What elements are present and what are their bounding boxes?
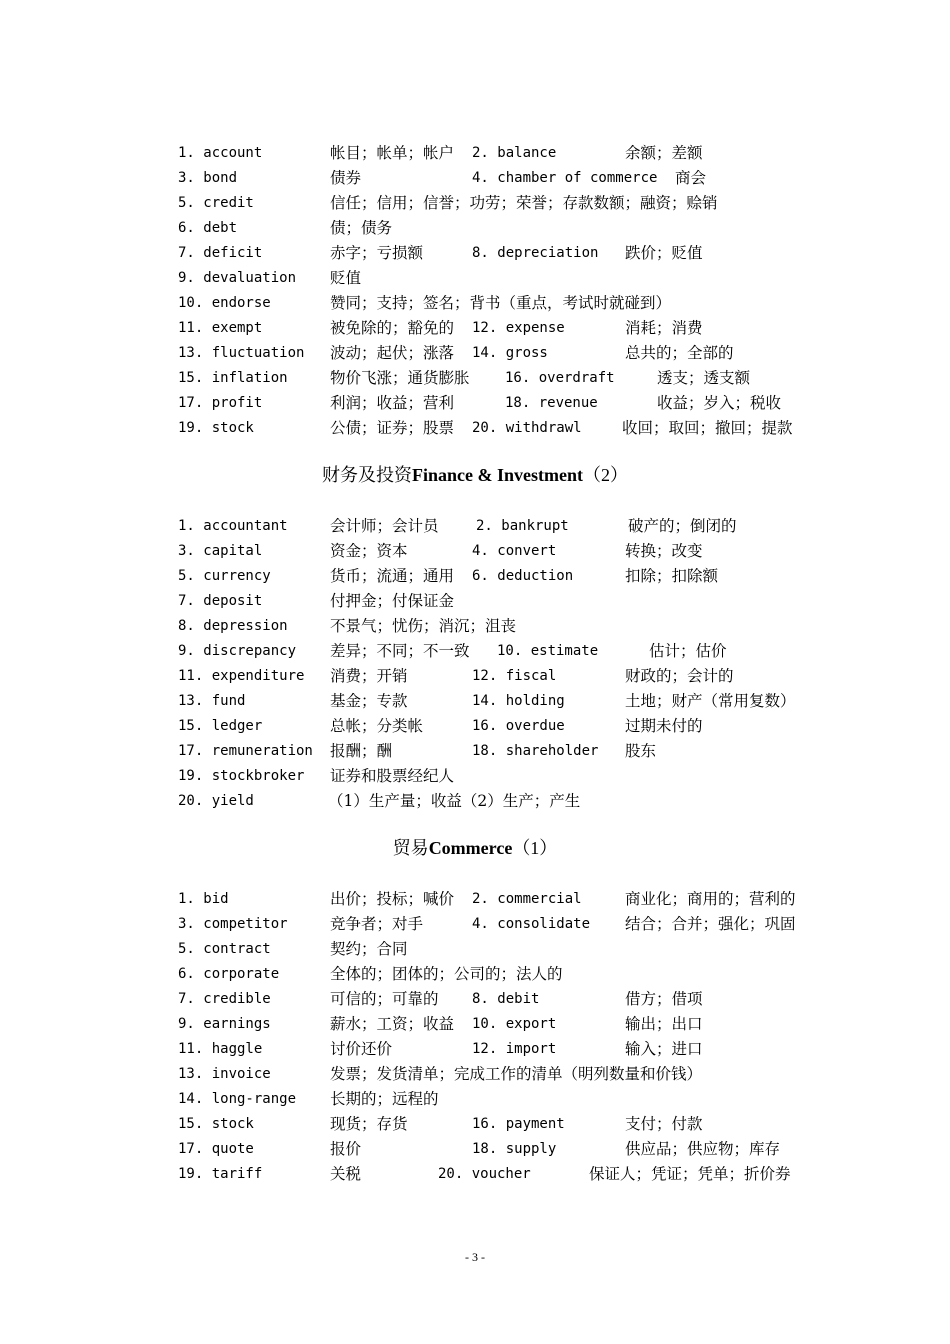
definition: 波动；起伏；涨落 <box>330 344 455 362</box>
page-number: - 3 - <box>465 1250 485 1264</box>
term: 9. earnings <box>178 1016 271 1032</box>
list-item <box>0 789 950 814</box>
term: 16. overdue <box>472 718 565 734</box>
list-item <box>0 391 950 416</box>
term: 3. competitor <box>178 916 288 932</box>
definition: 余额；差额 <box>625 144 703 162</box>
term: 5. contract <box>178 941 271 957</box>
heading-en: Finance & Investment <box>412 465 583 485</box>
vocab-list-finance-1 <box>0 141 950 441</box>
definition: 债券 <box>330 169 362 187</box>
list-item <box>0 166 950 191</box>
list-item <box>0 216 950 241</box>
term: 11. haggle <box>178 1041 263 1057</box>
term: 7. credible <box>178 991 271 1007</box>
list-item <box>0 316 950 341</box>
definition: 转换；改变 <box>625 542 703 560</box>
definition: 支付；付款 <box>625 1115 703 1133</box>
definition: 总帐；分类帐 <box>330 717 424 735</box>
list-item <box>0 291 950 316</box>
definition: 出价；投标；喊价 <box>330 890 455 908</box>
definition: 竞争者；对手 <box>330 915 424 933</box>
list-item <box>0 341 950 366</box>
definition: 消耗；消费 <box>625 319 703 337</box>
term: 4. chamber of commerce <box>472 170 658 186</box>
heading-number: （2） <box>582 465 628 485</box>
term: 13. fund <box>178 693 246 709</box>
list-item <box>0 564 950 589</box>
term: 10. estimate <box>497 643 599 659</box>
definition: 过期未付的 <box>625 717 703 735</box>
definition: 消费；开销 <box>330 667 408 685</box>
term: 5. currency <box>178 568 271 584</box>
definition: 商会 <box>675 169 707 187</box>
definition: 契约；合同 <box>330 940 408 958</box>
term: 6. corporate <box>178 966 280 982</box>
term: 1. account <box>178 145 263 161</box>
term: 15. stock <box>178 1116 254 1132</box>
definition: 被免除的；豁免的 <box>330 319 455 337</box>
definition: 现货；存货 <box>330 1115 408 1133</box>
definition: 输入；进口 <box>625 1040 703 1058</box>
list-item <box>0 1162 950 1187</box>
list-item <box>0 266 950 291</box>
term: 12. expense <box>472 320 565 336</box>
definition: 保证人；凭证；凭单；折价券 <box>589 1165 791 1183</box>
term: 5. credit <box>178 195 254 211</box>
list-item <box>0 639 950 664</box>
term: 20. withdrawl <box>472 420 582 436</box>
term: 15. ledger <box>178 718 263 734</box>
definition: 长期的；远程的 <box>330 1090 439 1108</box>
heading-zh: 财务及投资 <box>322 465 412 485</box>
definition: 报酬；酬 <box>330 742 393 760</box>
list-item <box>0 141 950 166</box>
term: 16. overdraft <box>505 370 615 386</box>
section-heading-finance-investment <box>0 463 950 487</box>
term: 9. discrepancy <box>178 643 297 659</box>
definition: 基金；专款 <box>330 692 408 710</box>
list-item <box>0 1062 950 1087</box>
term: 7. deficit <box>178 245 263 261</box>
term: 11. expenditure <box>178 668 305 684</box>
definition: 证券和股票经纪人 <box>330 767 455 785</box>
definition: （1）生产量；收益（2）生产；产生 <box>328 792 581 810</box>
definition: 结合；合并；强化；巩固 <box>625 915 796 933</box>
definition: 贬值 <box>330 269 362 287</box>
definition: 商业化；商用的；营利的 <box>625 890 796 908</box>
term: 8. depression <box>178 618 288 634</box>
list-item <box>0 1037 950 1062</box>
term: 17. profit <box>178 395 263 411</box>
term: 3. capital <box>178 543 263 559</box>
term: 16. payment <box>472 1116 565 1132</box>
definition: 估计；估价 <box>649 642 727 660</box>
definition: 跌价；贬值 <box>625 244 703 262</box>
term: 8. depreciation <box>472 245 599 261</box>
definition: 股东 <box>625 742 657 760</box>
term: 10. export <box>472 1016 557 1032</box>
term: 13. invoice <box>178 1066 271 1082</box>
definition: 资金；资本 <box>330 542 408 560</box>
definition: 差异；不同；不一致 <box>330 642 470 660</box>
term: 1. bid <box>178 891 229 907</box>
definition: 总共的；全部的 <box>625 344 734 362</box>
term: 18. shareholder <box>472 743 599 759</box>
list-item <box>0 664 950 689</box>
term: 12. fiscal <box>472 668 557 684</box>
term: 11. exempt <box>178 320 263 336</box>
term: 19. tariff <box>178 1166 263 1182</box>
definition: 物价飞涨；通货膨胀 <box>330 369 470 387</box>
definition: 不景气；忧伤；消沉；沮丧 <box>330 617 517 635</box>
vocab-list-finance-investment <box>0 514 950 814</box>
definition: 供应品；供应物；库存 <box>625 1140 781 1158</box>
definition: 借方；借项 <box>625 990 703 1008</box>
term: 3. bond <box>178 170 238 186</box>
definition: 帐目；帐单；帐户 <box>330 144 455 162</box>
term: 2. bankrupt <box>476 518 569 534</box>
heading-number: （1） <box>512 838 558 858</box>
definition: 赞同；支持；签名；背书（重点，考试时就碰到） <box>330 294 672 312</box>
definition: 全体的；团体的；公司的；法人的 <box>330 965 563 983</box>
definition: 薪水；工资；收益 <box>330 1015 455 1033</box>
list-item <box>0 1112 950 1137</box>
list-item <box>0 887 950 912</box>
list-item <box>0 614 950 639</box>
definition: 报价 <box>330 1140 362 1158</box>
definition: 公债；证券；股票 <box>330 419 455 437</box>
term: 6. debt <box>178 220 238 236</box>
list-item <box>0 366 950 391</box>
term: 4. consolidate <box>472 916 591 932</box>
list-item <box>0 714 950 739</box>
list-item <box>0 1137 950 1162</box>
list-item <box>0 962 950 987</box>
term: 14. holding <box>472 693 565 709</box>
term: 15. inflation <box>178 370 288 386</box>
term: 17. quote <box>178 1141 254 1157</box>
term: 2. commercial <box>472 891 582 907</box>
list-item <box>0 689 950 714</box>
list-item <box>0 937 950 962</box>
definition: 债；债务 <box>330 219 393 237</box>
definition: 可信的；可靠的 <box>330 990 439 1008</box>
list-item <box>0 764 950 789</box>
list-item <box>0 1087 950 1112</box>
term: 14. gross <box>472 345 548 361</box>
definition: 赤字；亏损额 <box>330 244 424 262</box>
term: 1. accountant <box>178 518 288 534</box>
term: 7. deposit <box>178 593 263 609</box>
vocab-list-commerce <box>0 887 950 1187</box>
definition: 破产的；倒闭的 <box>628 517 737 535</box>
term: 20. voucher <box>438 1166 531 1182</box>
list-item <box>0 191 950 216</box>
term: 17. remuneration <box>178 743 313 759</box>
definition: 扣除；扣除额 <box>625 567 719 585</box>
definition: 信任；信用；信誉；功劳；荣誉；存款数额；融资；赊销 <box>330 194 718 212</box>
term: 6. deduction <box>472 568 574 584</box>
definition: 关税 <box>330 1165 362 1183</box>
definition: 利润；收益；营利 <box>330 394 455 412</box>
term: 18. supply <box>472 1141 557 1157</box>
list-item <box>0 241 950 266</box>
term: 8. debit <box>472 991 540 1007</box>
definition: 货币；流通；通用 <box>330 567 455 585</box>
term: 19. stock <box>178 420 254 436</box>
list-item <box>0 539 950 564</box>
definition: 收回；取回；撤回；提款 <box>622 419 793 437</box>
section-heading-commerce <box>0 836 950 860</box>
term: 19. stockbroker <box>178 768 305 784</box>
definition: 输出；出口 <box>625 1015 703 1033</box>
definition: 财政的；会计的 <box>625 667 734 685</box>
definition: 透支；透支额 <box>657 369 751 387</box>
term: 14. long-range <box>178 1091 297 1107</box>
definition: 会计师；会计员 <box>330 517 439 535</box>
term: 12. import <box>472 1041 557 1057</box>
term: 18. revenue <box>505 395 598 411</box>
list-item <box>0 739 950 764</box>
definition: 收益；岁入；税收 <box>657 394 782 412</box>
list-item <box>0 987 950 1012</box>
definition: 发票；发货清单；完成工作的清单（明列数量和价钱） <box>330 1065 703 1083</box>
heading-en: Commerce <box>428 838 513 858</box>
definition: 付押金；付保证金 <box>330 592 455 610</box>
term: 10. endorse <box>178 295 271 311</box>
list-item <box>0 589 950 614</box>
list-item <box>0 1012 950 1037</box>
term: 13. fluctuation <box>178 345 305 361</box>
heading-zh: 贸易 <box>392 838 429 858</box>
term: 4. convert <box>472 543 557 559</box>
term: 2. balance <box>472 145 557 161</box>
term: 9. devaluation <box>178 270 297 286</box>
list-item <box>0 514 950 539</box>
list-item <box>0 912 950 937</box>
list-item <box>0 416 950 441</box>
definition: 土地；财产（常用复数） <box>625 692 796 710</box>
term: 20. yield <box>178 793 254 809</box>
definition: 讨价还价 <box>330 1040 393 1058</box>
